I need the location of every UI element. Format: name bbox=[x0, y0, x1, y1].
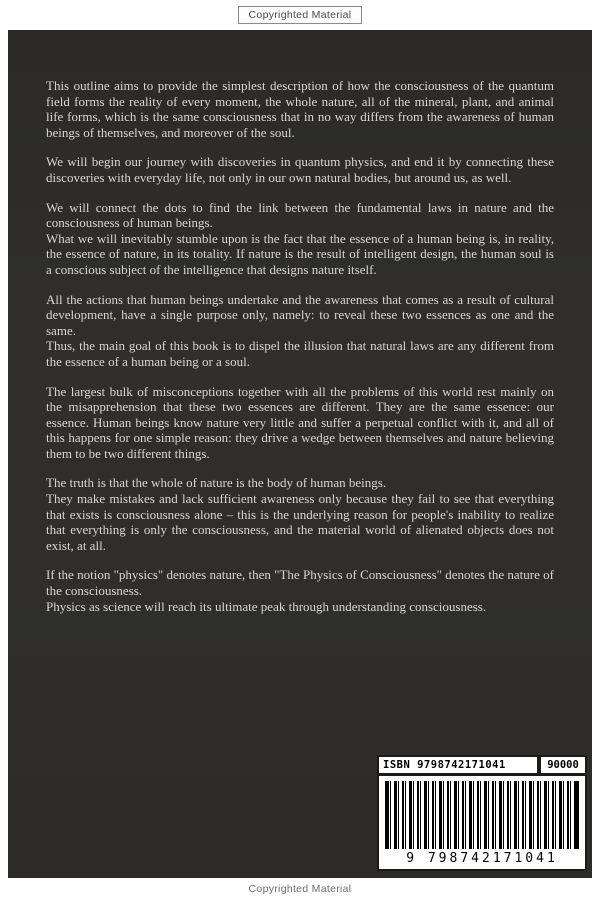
paragraph: Thus, the main goal of this book is to dispel the illusion that natural laws are any different from the essence of a human being or a soul. bbox=[46, 338, 554, 369]
top-banner bbox=[0, 0, 600, 30]
paragraph: If the notion "physics" denotes nature, then "The Physics of Consciousness" denotes the nature of the consciousness. bbox=[46, 567, 554, 599]
paragraph: Physics as science will reach its ultimate peak through understanding consciousness. bbox=[46, 598, 487, 614]
paragraph: This outline aims to provide the simplest description of how the consciousness of the quantum field forms the reality of every moment, the whole nature, all of the mineral, plant, and animal life forms, which is the same consciousness that in no way differs from the awareness of human beings of themselves, and moreover of the soul. bbox=[46, 78, 554, 140]
paragraph: They make mistakes and lack sufficient awareness only because they fail to see that everything that exists is consciousness alone – this is the underlying reason for people's inability to realize that everything is only the consciousness, and the material world of alienated objects does not exist, at all. bbox=[46, 491, 554, 553]
paragraph: The truth is that the whole of nature is the body of human beings. bbox=[46, 475, 387, 491]
paragraph: We will begin our journey with discoveries in quantum physics, and end it by connecting these discoveries with everyday life, not only in our own natural bodies, but around us, as well. bbox=[46, 154, 554, 185]
isbn-label: ISBN 9798742171041 bbox=[379, 757, 537, 773]
barcode-header bbox=[379, 757, 585, 773]
paragraph: The largest bulk of misconceptions together with all the problems of this world rest mainly on the misapprehension that these two essences are different. They are the same essence: our essence. Human beings know nature very little and suffer a perpetual conflict with it, and all of this happens for one simple reason: they drive a wedge between themselves and nature believing them to be two different things. bbox=[46, 383, 554, 461]
barcode-digits: 9 798742171041 bbox=[406, 851, 558, 866]
paragraph: We will connect the dots to find the link between the fundamental laws in nature and the consciousness of human beings. bbox=[46, 199, 554, 231]
price-code: 90000 bbox=[541, 757, 585, 773]
copyright-banner-bottom: Copyrighted Material bbox=[0, 878, 600, 900]
paragraph: What we will inevitably stumble upon is the fact that the essence of a human being is, in reality, the essence of nature, in its totality. If nature is the result of intelligent design, the human soul is a conscious subject of the intelligence that designs nature itself. bbox=[46, 230, 554, 277]
barcode-body bbox=[379, 776, 585, 869]
book-back-cover bbox=[8, 30, 592, 878]
barcode-bars bbox=[385, 781, 579, 849]
copyright-banner-top: Copyrighted Material bbox=[238, 6, 363, 24]
paragraph: All the actions that human beings undertake and the awareness that comes as a result of cultural development, have a single purpose only, namely: to reveal these two essences as one and the same. bbox=[46, 291, 554, 338]
barcode-panel bbox=[377, 755, 587, 871]
back-cover-text bbox=[8, 30, 592, 614]
